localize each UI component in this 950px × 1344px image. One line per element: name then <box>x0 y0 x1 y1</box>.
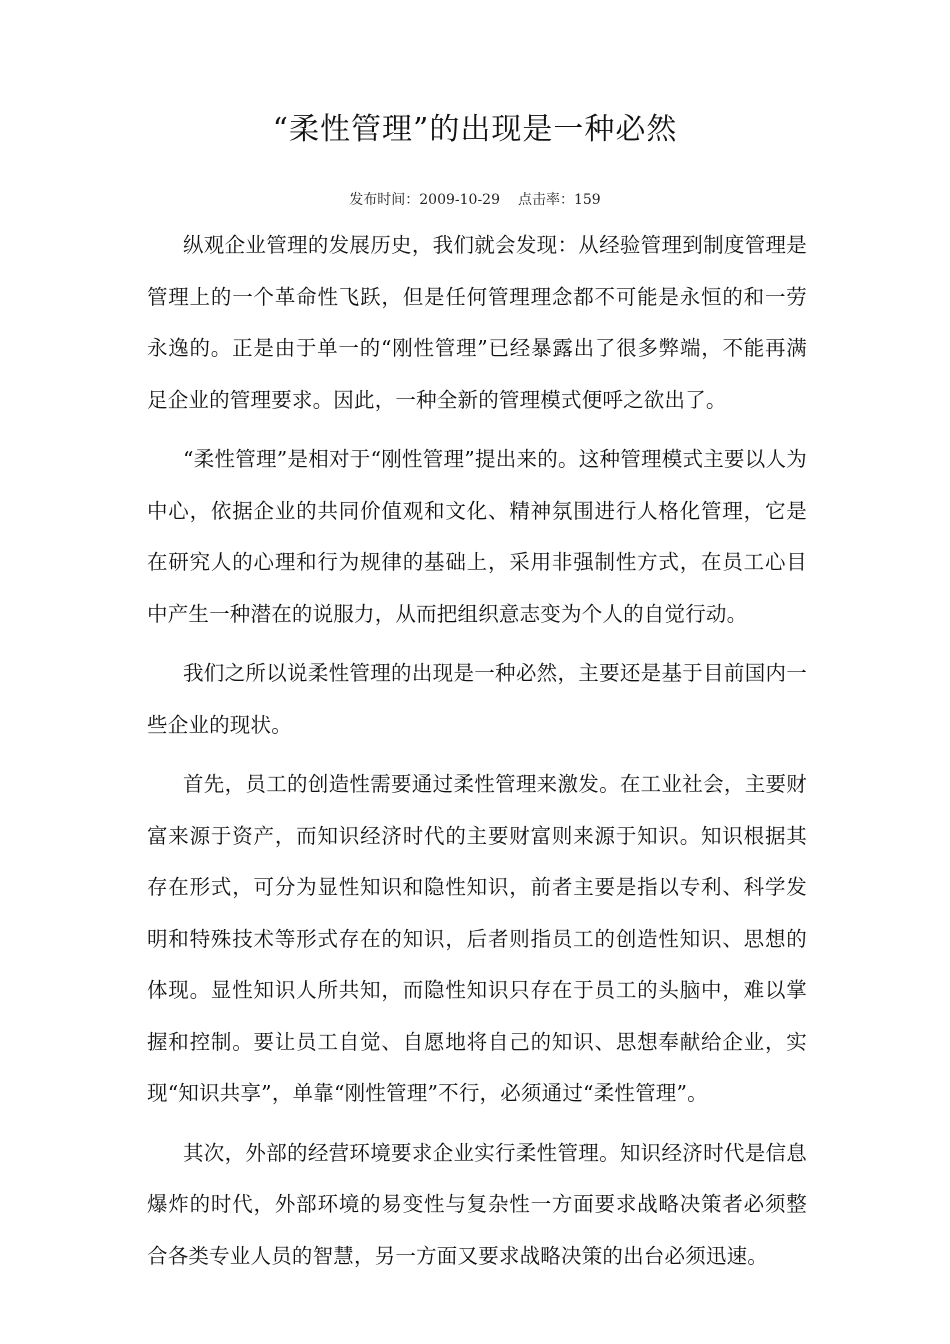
article-paragraph: “柔性管理”是相对于“刚性管理”提出来的。这种管理模式主要以人为中心，依据企业的共同价值观和文化、精神氛围进行人格化管理，它是在研究人的心理和行为规律的基础上，采用非强制性方式，在员工心目中产生一种潜在的说服力，从而把组织意志变为个人的自觉行动。 <box>147 447 807 626</box>
article-title: “柔性管理”的出现是一种必然 <box>272 112 678 147</box>
article-paragraph: 我们之所以说柔性管理的出现是一种必然，主要还是基于目前国内一些企业的现状。 <box>147 661 807 737</box>
click-rate-value: 159 <box>573 192 601 208</box>
article-body <box>147 220 807 1290</box>
article-paragraph: 纵观企业管理的发展历史，我们就会发现：从经验管理到制度管理是管理上的一个革命性飞跃，但是任何管理理念都不可能是永恒的和一劳永逸的。正是由于单一的“刚性管理”已经暴露出了很多弊端，不能再满足企业的管理要求。因此，一种全新的管理模式便呼之欲出了。 <box>147 233 807 412</box>
article-paragraph: 其次，外部的经营环境要求企业实行柔性管理。知识经济时代是信息爆炸的时代，外部环境的易变性与复杂性一方面要求战略决策者必须整合各类专业人员的智慧，另一方面又要求战略决策的出台必须迅速。 <box>147 1140 807 1268</box>
publish-date: 2009-10-29 <box>419 192 500 208</box>
article-paragraph: 首先，员工的创造性需要通过柔性管理来激发。在工业社会，主要财富来源于资产，而知识经济时代的主要财富则来源于知识。知识根据其存在形式，可分为显性知识和隐性知识，前者主要是指以专利、科学发明和特殊技术等形式存在的知识，后者则指员工的创造性知识、思想的体现。显性知识人所共知，而隐性知识只存在于员工的头脑中，难以掌握和控制。要让员工自觉、自愿地将自己的知识、思想奉献给企业，实现“知识共享”，单靠“刚性管理”不行，必须通过“柔性管理”。 <box>147 772 807 1105</box>
article-meta <box>0 190 950 210</box>
publish-time-label: 发布时间： <box>349 192 420 208</box>
click-rate-label: 点击率： <box>517 192 574 208</box>
